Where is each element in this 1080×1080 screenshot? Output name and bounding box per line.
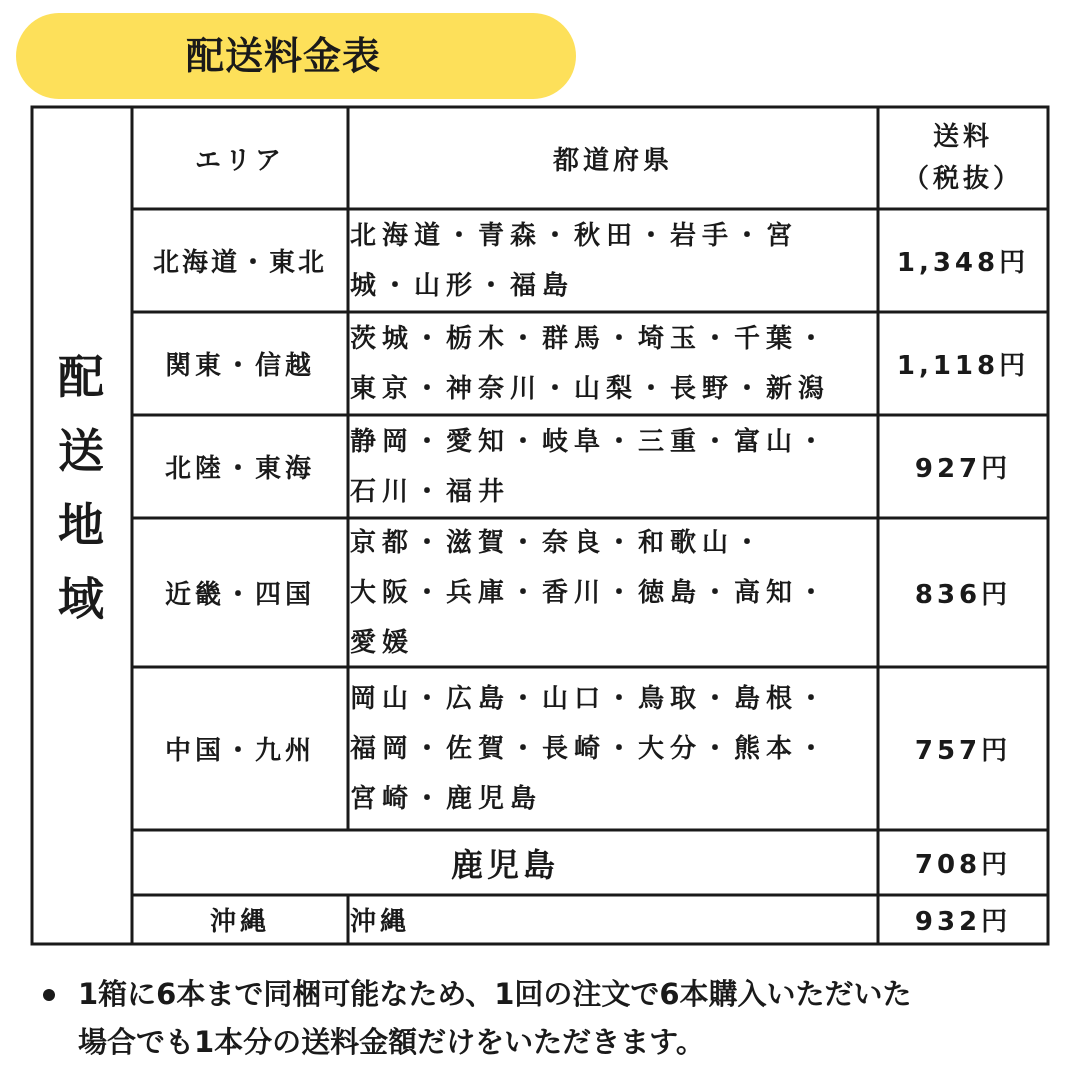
area-chugoku-kyushu: 中国・九州 [164, 736, 315, 766]
prefs-hokkaido-tohoku: 北海道・青森・秋田・岩手・宮 城・山形・福島 [350, 220, 799, 301]
area-kinki-shikoku: 近畿・四国 [164, 580, 315, 610]
fee-kinki-shikoku: 836円 [914, 580, 1012, 610]
area-hokkaido-tohoku: 北海道・東北 [152, 248, 327, 278]
bullet-icon [43, 989, 55, 1001]
header-fee: 送料 （税抜） [902, 122, 1023, 194]
prefs-kanto-shinetsu: 茨城・栃木・群馬・埼玉・千葉・ 東京・神奈川・山梨・長野・新潟 [350, 323, 831, 404]
area-okinawa: 沖縄 [209, 907, 270, 937]
fee-kanto-shinetsu: 1,118円 [896, 351, 1030, 381]
fee-chugoku-kyushu: 757円 [914, 736, 1012, 766]
area-kagoshima: 鹿児島 [450, 845, 559, 884]
page-title: 配送料金表 [186, 34, 382, 78]
prefs-kinki-shikoku: 京都・滋賀・奈良・和歌山・ 大阪・兵庫・香川・徳島・高知・ 愛媛 [350, 527, 831, 658]
fee-hokkaido-tohoku: 1,348円 [896, 248, 1030, 278]
fee-okinawa: 932円 [914, 907, 1012, 937]
header-area: エリア [194, 145, 285, 176]
area-hokuriku-tokai: 北陸・東海 [164, 454, 315, 484]
prefs-hokuriku-tokai: 静岡・愛知・岐阜・三重・富山・ 石川・福井 [350, 426, 831, 507]
header-prefecture: 都道府県 [552, 145, 673, 176]
prefs-okinawa: 沖縄 [350, 907, 411, 937]
area-kanto-shinetsu: 関東・信越 [164, 351, 315, 381]
delivery-region-label: 配 送 地 域 [58, 350, 104, 626]
fee-kagoshima: 708円 [914, 850, 1012, 880]
prefs-chugoku-kyushu: 岡山・広島・山口・鳥取・島根・ 福岡・佐賀・長崎・大分・熊本・ 宮崎・鹿児島 [350, 683, 831, 814]
fee-hokuriku-tokai: 927円 [914, 454, 1012, 484]
